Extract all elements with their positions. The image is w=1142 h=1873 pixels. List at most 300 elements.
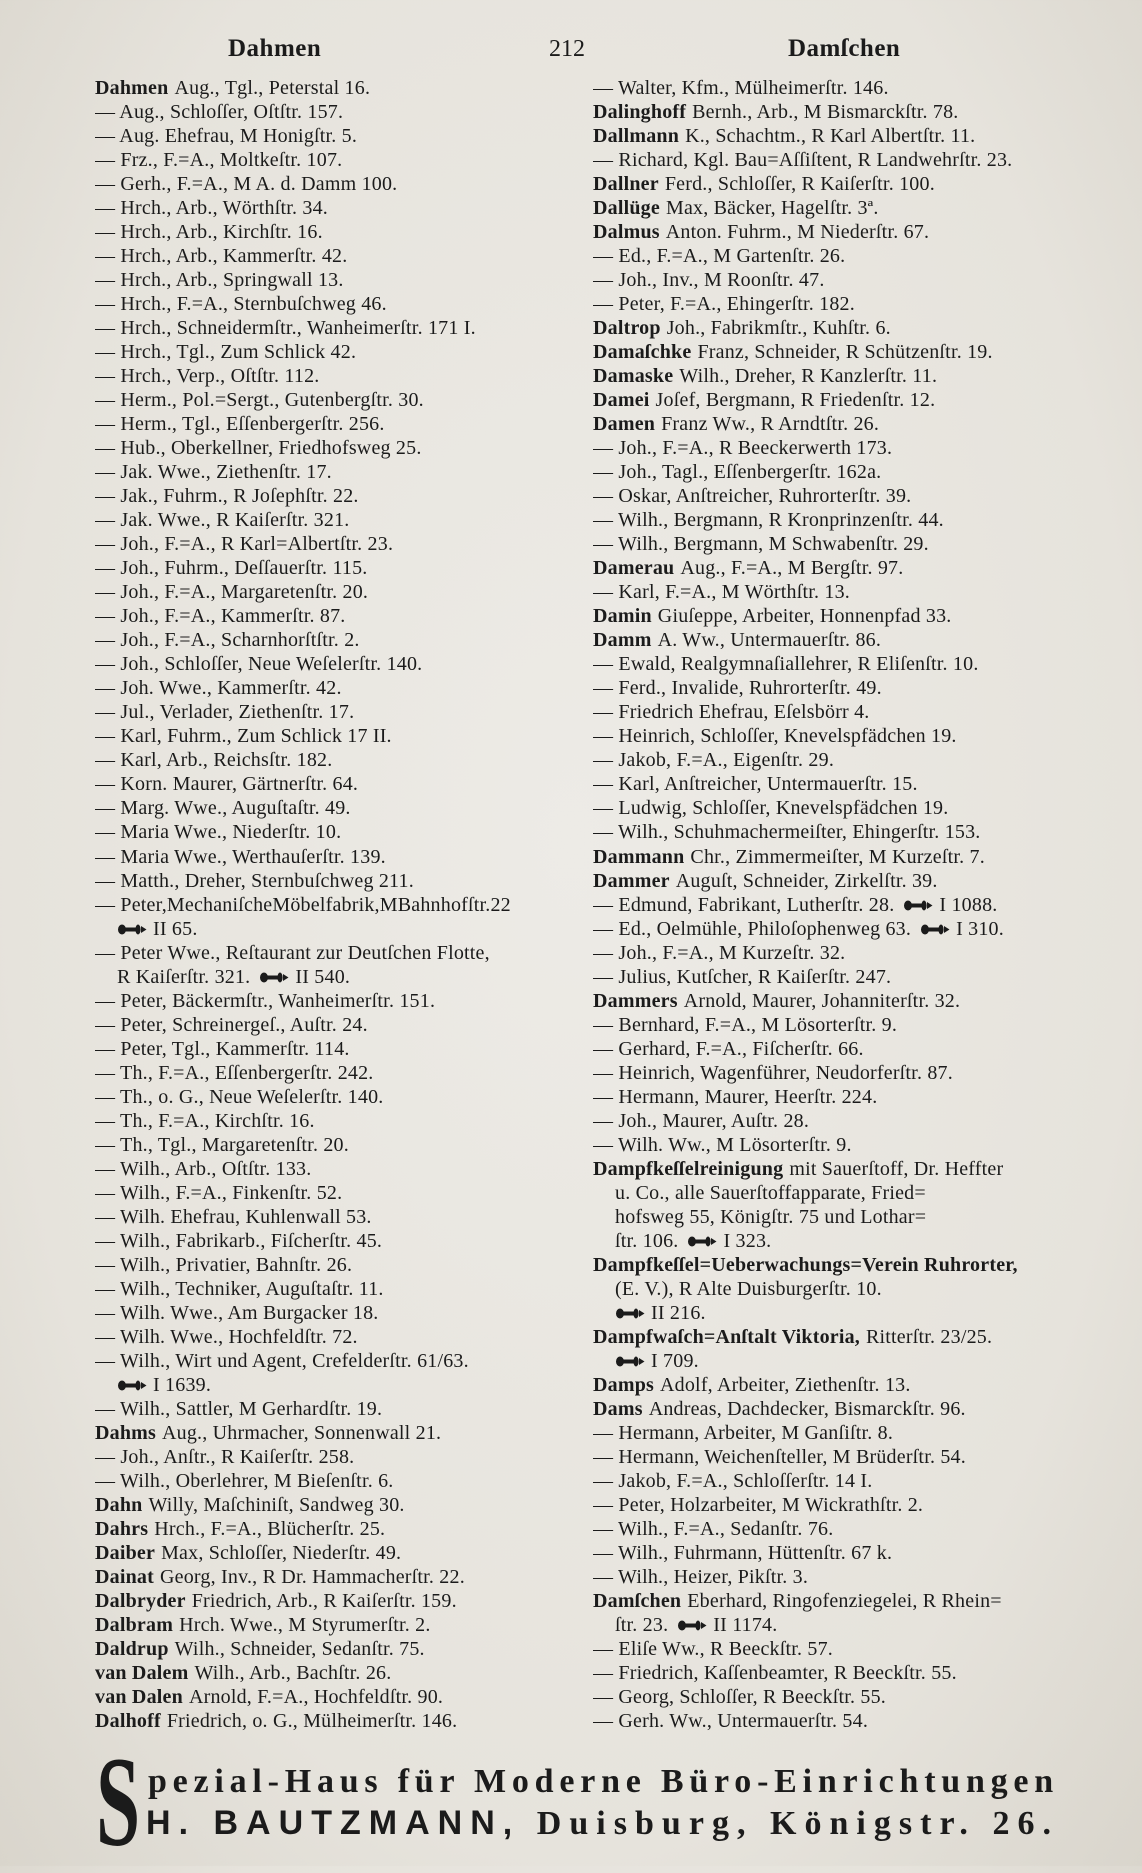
entry-details: Andreas, Dachdecker, Bismarckſtr. 96. [648, 1397, 966, 1420]
entry-details: — Joh., Inv., M Roonſtr. 47. [593, 269, 825, 292]
directory-entry [593, 941, 1065, 965]
entry-details: — Ed., F.=A., M Gartenſtr. 26. [593, 245, 846, 268]
entry-surname: Dallüge [593, 197, 660, 220]
directory-entry-head [593, 196, 1065, 220]
entry-surname: Daldrup [95, 1638, 169, 1661]
directory-entry [95, 412, 563, 436]
directory-entry [95, 484, 563, 508]
directory-entry [593, 772, 1065, 796]
entry-details: — Maria Wwe., Niederſtr. 10. [95, 821, 342, 844]
directory-entry [593, 700, 1065, 724]
directory-entry [95, 316, 563, 340]
directory-entry [593, 1565, 1065, 1589]
entry-details: Eberhard, Ringofenziegelei, R Rhein= [687, 1589, 1002, 1612]
entry-details: — Wilh., Wirt und Agent, Crefelderſtr. 61/63. [95, 1349, 469, 1372]
phone-number: II 216. [651, 1301, 706, 1324]
directory-entry [95, 676, 563, 700]
entry-details: — Th., Tgl., Margaretenſtr. 20. [95, 1133, 349, 1156]
entry-details: — Wilh. Ehefrau, Kuhlenwall 53. [95, 1205, 372, 1228]
entry-details: ſtr. 23. [615, 1614, 669, 1636]
entry-details: — Herm., Pol.=Sergt., Gutenbergſtr. 30. [95, 389, 424, 412]
entry-details: — Jak. Wwe., Ziethenſtr. 17. [95, 461, 332, 484]
entry-details: — Gerh., F.=A., M A. d. Damm 100. [95, 173, 398, 196]
entry-details: Adolf, Arbeiter, Ziethenſtr. 13. [660, 1373, 911, 1396]
entry-details: — Hermann, Maurer, Heerſtr. 224. [593, 1085, 878, 1108]
telephone-icon [259, 971, 289, 984]
entry-details: Aug., F.=A., M Bergſtr. 97. [680, 557, 904, 580]
directory-entry-continuation [593, 1301, 1065, 1325]
advertisement-address: Duisburg, Königstr. 26. [520, 1805, 1060, 1842]
entry-details: — Joh., F.=A., M Kurzeſtr. 32. [593, 941, 846, 964]
phone-number: I 310. [956, 917, 1004, 940]
directory-entry [95, 340, 563, 364]
entry-surname: Daiber [95, 1541, 156, 1564]
entry-details: — Hrch., Arb., Kammerſtr. 42. [95, 245, 348, 268]
entry-surname: Dammers [593, 989, 678, 1012]
entry-surname: Dallner [593, 173, 659, 196]
telephone-reference [117, 918, 198, 940]
entry-details: Willy, Maſchiniſt, Sandweg 30. [148, 1493, 405, 1516]
entry-details: Giuſeppe, Arbeiter, Honnenpfad 33. [657, 605, 952, 628]
entry-details: — Hrch., Arb., Springwall 13. [95, 269, 344, 292]
directory-entry [593, 1109, 1065, 1133]
directory-entry [593, 917, 1065, 941]
entry-details: — Wilh., F.=A., Finkenſtr. 52. [95, 1181, 343, 1204]
entry-surname: Dahms [95, 1421, 157, 1444]
directory-entry-head [593, 1325, 1065, 1349]
entry-details: — Joh., F.=A., Scharnhorſtſtr. 2. [95, 629, 360, 652]
directory-entry [95, 436, 563, 460]
directory-entry-continuation [593, 1613, 1065, 1637]
entry-surname: van Dalen [95, 1686, 183, 1709]
directory-entry [95, 172, 563, 196]
entry-surname: Damei [593, 389, 650, 412]
directory-entry [95, 1013, 563, 1037]
entry-details: — Jakob, F.=A., Eigenſtr. 29. [593, 749, 835, 772]
directory-entry-head [95, 1517, 563, 1541]
entry-surname: Damin [593, 605, 652, 628]
entry-details: — Wilh. Ww., M Lösorterſtr. 9. [593, 1133, 852, 1156]
directory-entry-head [593, 1157, 1065, 1181]
entry-surname: Damaſchke [593, 341, 692, 364]
entry-details: — Joh., F.=A., Kammerſtr. 87. [95, 605, 346, 628]
entry-details: — Julius, Kutſcher, R Kaiſerſtr. 247. [593, 965, 892, 988]
directory-entry-head [593, 412, 1065, 436]
advertisement-headline [148, 1762, 1060, 1802]
directory-entry [593, 1517, 1065, 1541]
entry-surname: Dahrs [95, 1517, 149, 1540]
directory-entry [95, 244, 563, 268]
entry-details: Georg, Inv., R Dr. Hammacherſtr. 22. [159, 1565, 465, 1588]
entry-details: — Wilh., Arb., Oſtſtr. 133. [95, 1157, 312, 1180]
entry-details: — Bernhard, F.=A., M Lösorterſtr. 9. [593, 1013, 898, 1036]
directory-entry [593, 1469, 1065, 1493]
entry-details: — Frz., F.=A., Moltkeſtr. 107. [95, 149, 343, 172]
entry-surname: Dalmus [593, 221, 660, 244]
entry-details: Auguſt, Schneider, Zirkelſtr. 39. [675, 869, 938, 892]
entry-details: — Wilh., Techniker, Auguſtaſtr. 11. [95, 1277, 384, 1300]
entry-details: — Peter, Schreinergeſ., Auſtr. 24. [95, 1013, 368, 1036]
entry-details: Wilh., Dreher, R Kanzlerſtr. 11. [679, 365, 938, 388]
entry-details: — Gerh. Ww., Untermauerſtr. 54. [593, 1710, 869, 1733]
entry-details: — Jakob, F.=A., Schloſſerſtr. 14 I. [593, 1469, 873, 1492]
entry-details: — Wilh., Privatier, Bahnſtr. 26. [95, 1253, 353, 1276]
phone-number: I 1639. [153, 1373, 212, 1396]
entry-details: Max, Bäcker, Hagelſtr. 3ª. [665, 197, 879, 220]
directory-entry-head [95, 76, 563, 100]
directory-entry [593, 893, 1065, 917]
telephone-reference [117, 1374, 211, 1396]
entry-details: — Jak., Fuhrm., R Joſephſtr. 22. [95, 485, 359, 508]
entry-details: u. Co., alle Sauerſtoffapparate, Fried= [615, 1181, 926, 1204]
directory-entry [95, 1037, 563, 1061]
entry-details: — Th., F.=A., Eſſenbergerſtr. 242. [95, 1061, 374, 1084]
entry-details: — Eliſe Ww., R Beeckſtr. 57. [593, 1638, 834, 1661]
directory-entry [95, 292, 563, 316]
directory-entry-head [593, 220, 1065, 244]
directory-entry-continuation [593, 1181, 1065, 1205]
entry-surname: Dalhoff [95, 1710, 161, 1733]
entry-details: — Herm., Tgl., Eſſenbergerſtr. 256. [95, 413, 385, 436]
entry-details: — Oskar, Anſtreicher, Ruhrorterſtr. 39. [593, 485, 912, 508]
directory-entry [593, 1709, 1065, 1733]
entry-details: Ferd., Schloſſer, R Kaiſerſtr. 100. [664, 173, 935, 196]
directory-entry-head [95, 1493, 563, 1517]
telephone-reference [687, 1230, 771, 1252]
entry-details: Wilh., Schneider, Sedanſtr. 75. [174, 1638, 425, 1661]
directory-entry-head [95, 1685, 563, 1709]
directory-entry-head [593, 989, 1065, 1013]
entry-surname: Damm [593, 629, 652, 652]
entry-details: — Karl, Fuhrm., Zum Schlick 17 II. [95, 725, 392, 748]
entry-details: Max, Schloſſer, Niederſtr. 49. [161, 1541, 402, 1564]
entry-details: Friedrich, Arb., R Kaiſerſtr. 159. [191, 1589, 457, 1612]
advertisement-company-name: H. BAUTZMANN, [146, 1804, 521, 1842]
entry-details: — Ludwig, Schloſſer, Knevelspfädchen 19. [593, 797, 949, 820]
entry-details: — Hermann, Arbeiter, M Ganſiſtr. 8. [593, 1421, 894, 1444]
entry-details: Franz Ww., R Arndtſtr. 26. [661, 413, 880, 436]
directory-entry [593, 748, 1065, 772]
entry-details: — Wilh., Bergmann, R Kronprinzenſtr. 44. [593, 509, 944, 532]
entry-details: — Joh., Tagl., Eſſenbergerſtr. 162a. [593, 461, 882, 484]
directory-entry [593, 436, 1065, 460]
entry-details: Arnold, F.=A., Hochfeldſtr. 90. [188, 1686, 444, 1709]
entry-details: — Th., F.=A., Kirchſtr. 16. [95, 1109, 315, 1132]
directory-entry [95, 1397, 563, 1421]
entry-details: — Jul., Verlader, Ziethenſtr. 17. [95, 701, 355, 724]
telephone-icon [677, 1619, 707, 1632]
entry-details: — Hrch., F.=A., Sternbuſchweg 46. [95, 293, 387, 316]
entry-surname: Dampfkeſſel=Ueberwachungs=Verein Ruhrorter, [593, 1253, 1018, 1276]
entry-details: Bernh., Arb., M Bismarckſtr. 78. [692, 101, 959, 124]
entry-details: — Peter, Bäckermſtr., Wanheimerſtr. 151. [95, 989, 436, 1012]
entry-details: — Ewald, Realgymnaſiallehrer, R Eliſenſtr. 10. [593, 653, 979, 676]
entry-details: — Ferd., Invalide, Ruhrorterſtr. 49. [593, 677, 882, 700]
telephone-icon [615, 1307, 645, 1320]
directory-entry [95, 220, 563, 244]
directory-entry-head [95, 1541, 563, 1565]
entry-details: Joh., Fabrikmſtr., Kuhſtr. 6. [666, 317, 891, 340]
entry-details: — Heinrich, Schloſſer, Knevelspfädchen 19. [593, 725, 957, 748]
entry-details: — Jak. Wwe., R Kaiſerſtr. 321. [95, 509, 350, 532]
telephone-icon [117, 923, 147, 936]
page-number: 212 [549, 36, 585, 62]
directory-entry-head [593, 340, 1065, 364]
entry-surname: Dampfkeſſelreinigung [593, 1157, 784, 1180]
entry-details: — Heinrich, Wagenführer, Neudorferſtr. 87. [593, 1061, 953, 1084]
directory-entry [95, 532, 563, 556]
directory-entry-head [593, 364, 1065, 388]
entry-details: — Wilh., Fuhrmann, Hüttenſtr. 67 k. [593, 1541, 893, 1564]
directory-entry-continuation [95, 917, 563, 941]
entry-details: — Peter, Holzarbeiter, M Wickrathſtr. 2. [593, 1493, 924, 1516]
telephone-reference [259, 966, 350, 988]
entry-surname: van Dalem [95, 1662, 189, 1685]
directory-entry-continuation [95, 1373, 563, 1397]
entry-details: — Ed., Oelmühle, Philoſophenweg 63. [593, 917, 912, 940]
directory-entry [593, 532, 1065, 556]
directory-entry [95, 989, 563, 1013]
directory-entry-head [593, 604, 1065, 628]
directory-entry-head [593, 869, 1065, 893]
directory-entry [95, 268, 563, 292]
directory-entry-head [95, 1709, 563, 1733]
phone-number: II 65. [153, 917, 198, 940]
entry-details: — Hub., Oberkellner, Friedhofsweg 25. [95, 437, 422, 460]
entry-details: — Marg. Wwe., Auguſtaſtr. 49. [95, 797, 351, 820]
entry-details: — Korn. Maurer, Gärtnerſtr. 64. [95, 773, 359, 796]
directory-entry [593, 652, 1065, 676]
directory-entry [95, 1157, 563, 1181]
telephone-reference [903, 894, 997, 916]
directory-entry [593, 1061, 1065, 1085]
directory-entry [95, 100, 563, 124]
directory-entry-head [593, 1253, 1065, 1277]
directory-entry [95, 748, 563, 772]
directory-entry-continuation [593, 1205, 1065, 1229]
directory-entry [593, 148, 1065, 172]
directory-entry [95, 724, 563, 748]
directory-entry [95, 796, 563, 820]
entry-details: — Wilh., Schuhmachermeiſter, Ehingerſtr. 153. [593, 821, 981, 844]
entry-details: — Hrch., Arb., Wörthſtr. 34. [95, 197, 328, 220]
directory-entry [95, 893, 563, 917]
entry-details: — Hrch., Verp., Oſtſtr. 112. [95, 365, 320, 388]
directory-entry-head [593, 556, 1065, 580]
directory-entry [95, 1181, 563, 1205]
entry-details: — Wilh., Heizer, Pikſtr. 3. [593, 1565, 809, 1588]
directory-entry-continuation [95, 965, 563, 989]
directory-entry [95, 1301, 563, 1325]
directory-entry-head [593, 1397, 1065, 1421]
directory-entry [593, 1541, 1065, 1565]
directory-entry [95, 556, 563, 580]
directory-entry [95, 1205, 563, 1229]
entry-surname: Dahn [95, 1493, 143, 1516]
entry-details: — Wilh. Wwe., Am Burgacker 18. [95, 1301, 379, 1324]
directory-entry [95, 1109, 563, 1133]
directory-entry [95, 604, 563, 628]
directory-entry-continuation [593, 1277, 1065, 1301]
directory-entry [95, 388, 563, 412]
directory-entry-head [593, 845, 1065, 869]
phone-number: I 323. [723, 1229, 772, 1252]
entry-details: Chr., Zimmermeiſter, M Kurzeſtr. 7. [690, 845, 985, 868]
directory-entry [95, 1349, 563, 1373]
phone-number: I 709. [651, 1349, 699, 1372]
directory-entry [95, 1277, 563, 1301]
entry-details: — Wilh., Fabrikarb., Fiſcherſtr. 45. [95, 1229, 383, 1252]
left-directory-column [95, 76, 563, 1733]
phone-number: I 1088. [939, 893, 998, 916]
entry-details: — Peter, Tgl., Kammerſtr. 114. [95, 1037, 350, 1060]
entry-surname: Damſchen [593, 1589, 682, 1612]
directory-entry [593, 1493, 1065, 1517]
directory-entry [593, 1685, 1065, 1709]
directory-entry [593, 796, 1065, 820]
entry-details: — Gerhard, F.=A., Fiſcherſtr. 66. [593, 1037, 864, 1060]
directory-entry [593, 292, 1065, 316]
entry-surname: Damen [593, 413, 656, 436]
entry-details: — Friedrich Ehefrau, Eſelsbörr 4. [593, 701, 870, 724]
entry-surname: Dahmen [95, 77, 169, 99]
entry-details: — Karl, Anſtreicher, Untermauerſtr. 15. [593, 773, 918, 796]
entry-details: — Karl, F.=A., M Wörthſtr. 13. [593, 581, 850, 604]
directory-entry-head [593, 316, 1065, 340]
directory-entry [95, 652, 563, 676]
entry-details: — Joh. Wwe., Kammerſtr. 42. [95, 677, 342, 700]
entry-details: — Karl, Arb., Reichsſtr. 182. [95, 749, 333, 772]
telephone-icon [920, 923, 950, 936]
entry-details: — Hrch., Tgl., Zum Schlick 42. [95, 341, 357, 364]
entry-details: — Georg, Schloſſer, R Beeckſtr. 55. [593, 1686, 887, 1709]
entry-details: — Wilh., Sattler, M Gerhardſtr. 19. [95, 1397, 383, 1420]
entry-details: hofsweg 55, Königſtr. 75 und Lothar= [615, 1205, 927, 1228]
entry-surname: Dallmann [593, 125, 680, 148]
entry-details: Anton. Fuhrm., M Niederſtr. 67. [665, 221, 930, 244]
directory-entry-head [95, 1613, 563, 1637]
directory-entry [593, 1445, 1065, 1469]
directory-entry [593, 1013, 1065, 1037]
directory-entry [95, 941, 563, 965]
directory-entry [95, 700, 563, 724]
directory-entry-continuation [593, 1229, 1065, 1253]
entry-details: — Joh., F.=A., R Beeckerwerth 173. [593, 437, 893, 460]
directory-entry [95, 580, 563, 604]
directory-entry [593, 580, 1065, 604]
directory-entry [95, 460, 563, 484]
entry-details: mit Sauerſtoff, Dr. Heffter [789, 1157, 1004, 1180]
entry-details: — Th., o. G., Neue Weſelerſtr. 140. [95, 1085, 384, 1108]
phone-number: II 540. [295, 965, 351, 988]
directory-entry [95, 196, 563, 220]
directory-entry-head [593, 628, 1065, 652]
directory-entry [593, 1661, 1065, 1685]
entry-surname: Damaske [593, 365, 674, 388]
entry-details: Joſef, Bergmann, R Friedenſtr. 12. [655, 389, 936, 412]
directory-entry-head [593, 388, 1065, 412]
directory-entry [95, 1325, 563, 1349]
advertisement-initial-letter: S [96, 1731, 141, 1873]
directory-entry-head [593, 172, 1065, 196]
entry-details: Aug., Tgl., Peterstal 16. [174, 77, 371, 99]
directory-entry [593, 1037, 1065, 1061]
entry-details: A. Ww., Untermauerſtr. 86. [657, 629, 882, 652]
directory-entry [593, 268, 1065, 292]
entry-details: — Aug. Ehefrau, M Honigſtr. 5. [95, 125, 358, 148]
header-last-keyword: Damſchen [788, 35, 901, 62]
directory-entry-head [593, 100, 1065, 124]
directory-entry [593, 508, 1065, 532]
entry-surname: Dammann [593, 845, 685, 868]
header-first-keyword: Dahmen [228, 35, 322, 62]
entry-surname: Daltrop [593, 317, 661, 340]
entry-surname: Dalinghoff [593, 101, 687, 124]
entry-details: — Maria Wwe., Werthauſerſtr. 139. [95, 845, 386, 868]
directory-entry-head [593, 124, 1065, 148]
entry-details: — Joh., Anſtr., R Kaiſerſtr. 258. [95, 1445, 355, 1468]
directory-entry [593, 965, 1065, 989]
directory-entry [95, 1445, 563, 1469]
entry-details: — Peter,MechaniſcheMöbelfabrik,MBahnhofſtr.22 [95, 893, 511, 916]
directory-entry [593, 76, 1065, 100]
directory-entry [593, 724, 1065, 748]
directory-entry [593, 484, 1065, 508]
directory-entry-continuation [593, 1349, 1065, 1373]
directory-entry-head [593, 1373, 1065, 1397]
directory-entry [95, 869, 563, 893]
entry-details: ſtr. 106. [615, 1229, 679, 1252]
directory-entry-head [593, 1589, 1065, 1613]
directory-entry [95, 1085, 563, 1109]
entry-details: Arnold, Maurer, Johanniterſtr. 32. [683, 989, 961, 1012]
entry-surname: Dalbryder [95, 1589, 186, 1612]
right-directory-column [593, 76, 1065, 1733]
directory-entry [95, 508, 563, 532]
telephone-reference [677, 1614, 777, 1636]
telephone-icon [615, 1355, 645, 1368]
entry-surname: Damps [593, 1373, 655, 1396]
entry-details: Hrch., F.=A., Blücherſtr. 25. [154, 1517, 386, 1540]
directory-entry-head [95, 1637, 563, 1661]
entry-details: — Joh., F.=A., Margaretenſtr. 20. [95, 581, 369, 604]
entry-details: — Joh., Maurer, Auſtr. 28. [593, 1109, 810, 1132]
directory-entry-head [95, 1589, 563, 1613]
entry-details: Aug., Uhrmacher, Sonnenwall 21. [162, 1421, 442, 1444]
telephone-reference [615, 1302, 706, 1324]
entry-details: Franz, Schneider, R Schützenſtr. 19. [697, 341, 993, 364]
entry-details: Friedrich, o. G., Mülheimerſtr. 146. [166, 1710, 458, 1733]
telephone-reference [615, 1350, 699, 1372]
entry-details: (E. V.), R Alte Duisburgerſtr. 10. [615, 1277, 882, 1300]
telephone-icon [903, 899, 933, 912]
directory-entry [95, 1229, 563, 1253]
directory-entry [95, 628, 563, 652]
directory-entry [593, 1637, 1065, 1661]
entry-surname: Dalbram [95, 1614, 174, 1636]
directory-entry-head [95, 1421, 563, 1445]
entry-details: Ritterſtr. 23/25. [866, 1325, 993, 1348]
entry-details: — Walter, Kfm., Mülheimerſtr. 146. [593, 77, 889, 99]
directory-entry [95, 845, 563, 869]
entry-details: — Hrch., Schneidermſtr., Wanheimerſtr. 171 I. [95, 317, 476, 340]
directory-entry [95, 1469, 563, 1493]
directory-entry [95, 1253, 563, 1277]
entry-details: K., Schachtm., R Karl Albertſtr. 11. [685, 125, 976, 148]
entry-details: — Joh., Schloſſer, Neue Weſelerſtr. 140. [95, 653, 423, 676]
directory-entry [95, 1061, 563, 1085]
entry-details: — Wilh., Bergmann, M Schwabenſtr. 29. [593, 533, 929, 556]
